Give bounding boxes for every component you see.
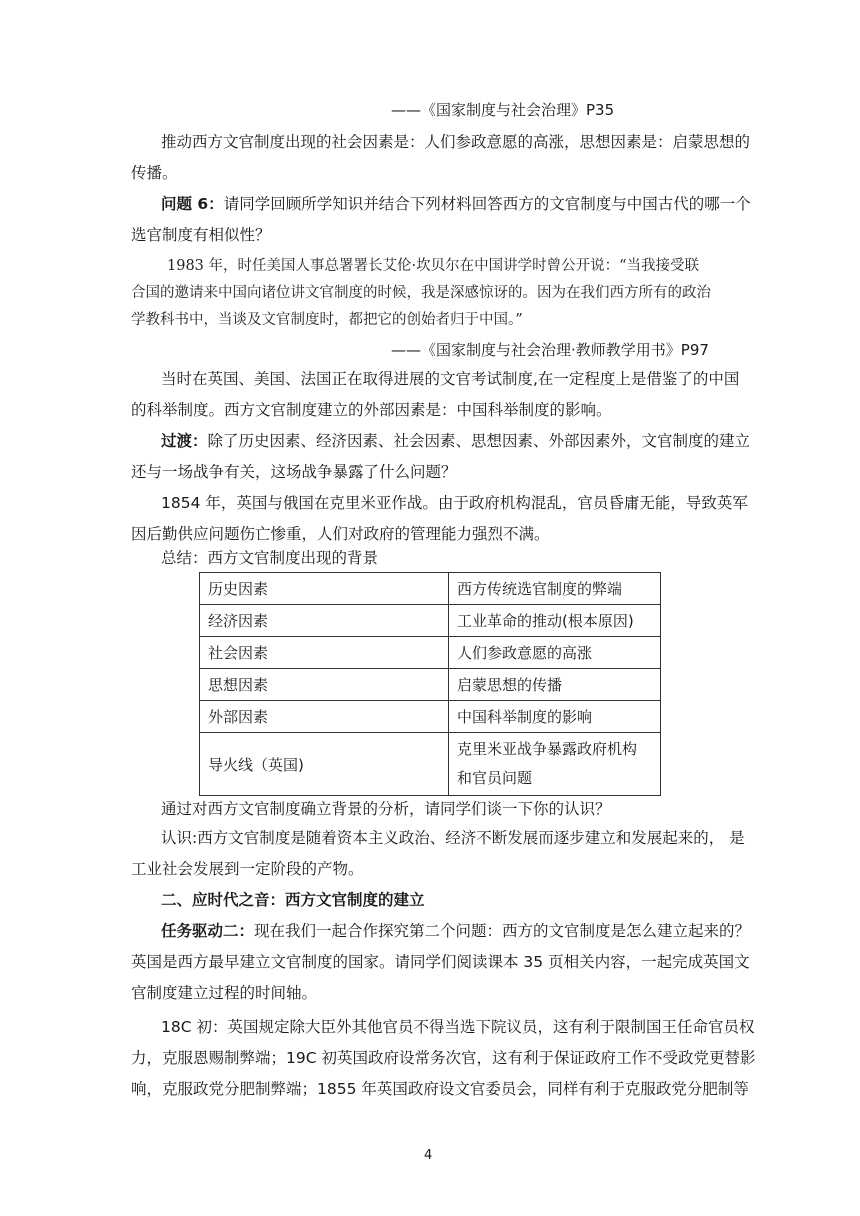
text-line: 英国是西方最早建立文官制度的国家。请同学们阅读课本 35 页相关内容，一起完成英国文 xyxy=(131,953,750,971)
text-line: 18C 初：英国规定除大臣外其他官员不得当选下院议员，这有利于限制国王任命官员权 xyxy=(161,1018,755,1036)
text-line: 推动西方文官制度出现的社会因素是：人们参政意愿的高涨，思想因素是：启蒙思想的 xyxy=(161,133,751,151)
text-line: 还与一场战争有关，这场战争暴露了什么问题？ xyxy=(131,463,457,481)
table-row xyxy=(200,701,661,733)
cite-1: ——《国家制度与社会治理》P35 xyxy=(391,101,615,119)
table-cell-detail: 西方传统选官制度的弊端 xyxy=(449,573,661,605)
detail-line: 克里米亚战争暴露政府机构 xyxy=(457,740,638,758)
detail-line: 和官员问题 xyxy=(457,769,533,787)
table-cell-factor: 历史因素 xyxy=(200,573,449,605)
table-cell-factor: 经济因素 xyxy=(200,605,449,637)
table-cell-detail: 工业革命的推动(根本原因) xyxy=(449,605,661,637)
table-cell-detail: 人们参政意愿的高涨 xyxy=(449,637,661,669)
transition-text: 除了历史因素、经济因素、社会因素、思想因素、外部因素外，文官制度的建立 xyxy=(207,432,751,450)
text-line: 工业社会发展到一定阶段的产物。 xyxy=(131,860,364,878)
table-cell-detail: 启蒙思想的传播 xyxy=(449,669,661,701)
text-line: 1854 年，英国与俄国在克里米亚作战。由于政府机构混乱，官员昏庸无能，导致英军 xyxy=(161,494,748,512)
page-number: 4 xyxy=(424,1148,433,1163)
text-line: 官制度建立过程的时间轴。 xyxy=(131,984,318,1002)
section-heading: 二、应时代之音：西方文官制度的建立 xyxy=(161,891,425,909)
table-row xyxy=(200,733,661,796)
text-line: 当时在英国、美国、法国正在取得进展的文官考试制度,在一定程度上是借鉴了的中国 xyxy=(161,370,740,388)
table-cell-factor: 社会因素 xyxy=(200,637,449,669)
background-table xyxy=(199,572,661,796)
text-line: 力，克服恩赐制弊端；19C 初英国政府设常务次官，这有利于保证政府工作不受政党更替影 xyxy=(131,1049,756,1067)
question-text: 请同学回顾所学知识并结合下列材料回答西方的文官制度与中国古代的哪一个 xyxy=(223,195,751,213)
text-line: 选官制度有相似性？ xyxy=(131,226,271,244)
text-line: 认识:西方文官制度是随着资本主义政治、经济不断发展而逐步建立和发展起来的， 是 xyxy=(161,829,745,847)
cite-2: ——《国家制度与社会治理·教师教学用书》P97 xyxy=(391,341,709,359)
table-cell-factor: 导火线（英国) xyxy=(200,733,449,796)
table-cell-detail xyxy=(449,733,661,796)
quote-line: 合国的邀请来中国向诸位讲文官制度的时候，我是深感惊讶的。因为在我们西方所有的政治 xyxy=(131,285,711,301)
text-line: 传播。 xyxy=(131,164,178,182)
quote-line: 1983 年，时任美国人事总署署长艾伦·坎贝尔在中国讲学时曾公开说：“当我接受联 xyxy=(167,258,700,274)
text-line xyxy=(161,920,761,942)
table-row xyxy=(200,637,661,669)
table-cell-factor: 外部因素 xyxy=(200,701,449,733)
table-row xyxy=(200,669,661,701)
text-line: 响，克服政党分肥制弊端；1855 年英国政府设文官委员会，同样有利于克服政党分肥制等 xyxy=(131,1080,749,1098)
analysis-prompt: 通过对西方文官制度确立背景的分析，请同学们谈一下你的认识？ xyxy=(161,800,611,818)
quote-line: 学教科书中，当谈及文官制度时，都把它的创始者归于中国。” xyxy=(131,312,523,328)
text-line: 因后勤供应问题伤亡惨重，人们对政府的管理能力强烈不满。 xyxy=(131,525,550,543)
table-cell-detail: 中国科举制度的影响 xyxy=(449,701,661,733)
question-label: 问题 6： xyxy=(161,195,224,213)
transition-label: 过渡： xyxy=(161,432,208,450)
text-line xyxy=(161,193,761,215)
table-row xyxy=(200,573,661,605)
table-row xyxy=(200,605,661,637)
text-line: 的科举制度。西方文官制度建立的外部因素是：中国科举制度的影响。 xyxy=(131,401,612,419)
task-text: 现在我们一起合作探究第二个问题：西方的文官制度是怎么建立起来的？ xyxy=(254,922,751,940)
summary-title: 总结：西方文官制度出现的背景 xyxy=(161,549,379,567)
table-cell-factor: 思想因素 xyxy=(200,669,449,701)
task-label: 任务驱动二： xyxy=(161,922,255,940)
text-line xyxy=(161,430,761,452)
